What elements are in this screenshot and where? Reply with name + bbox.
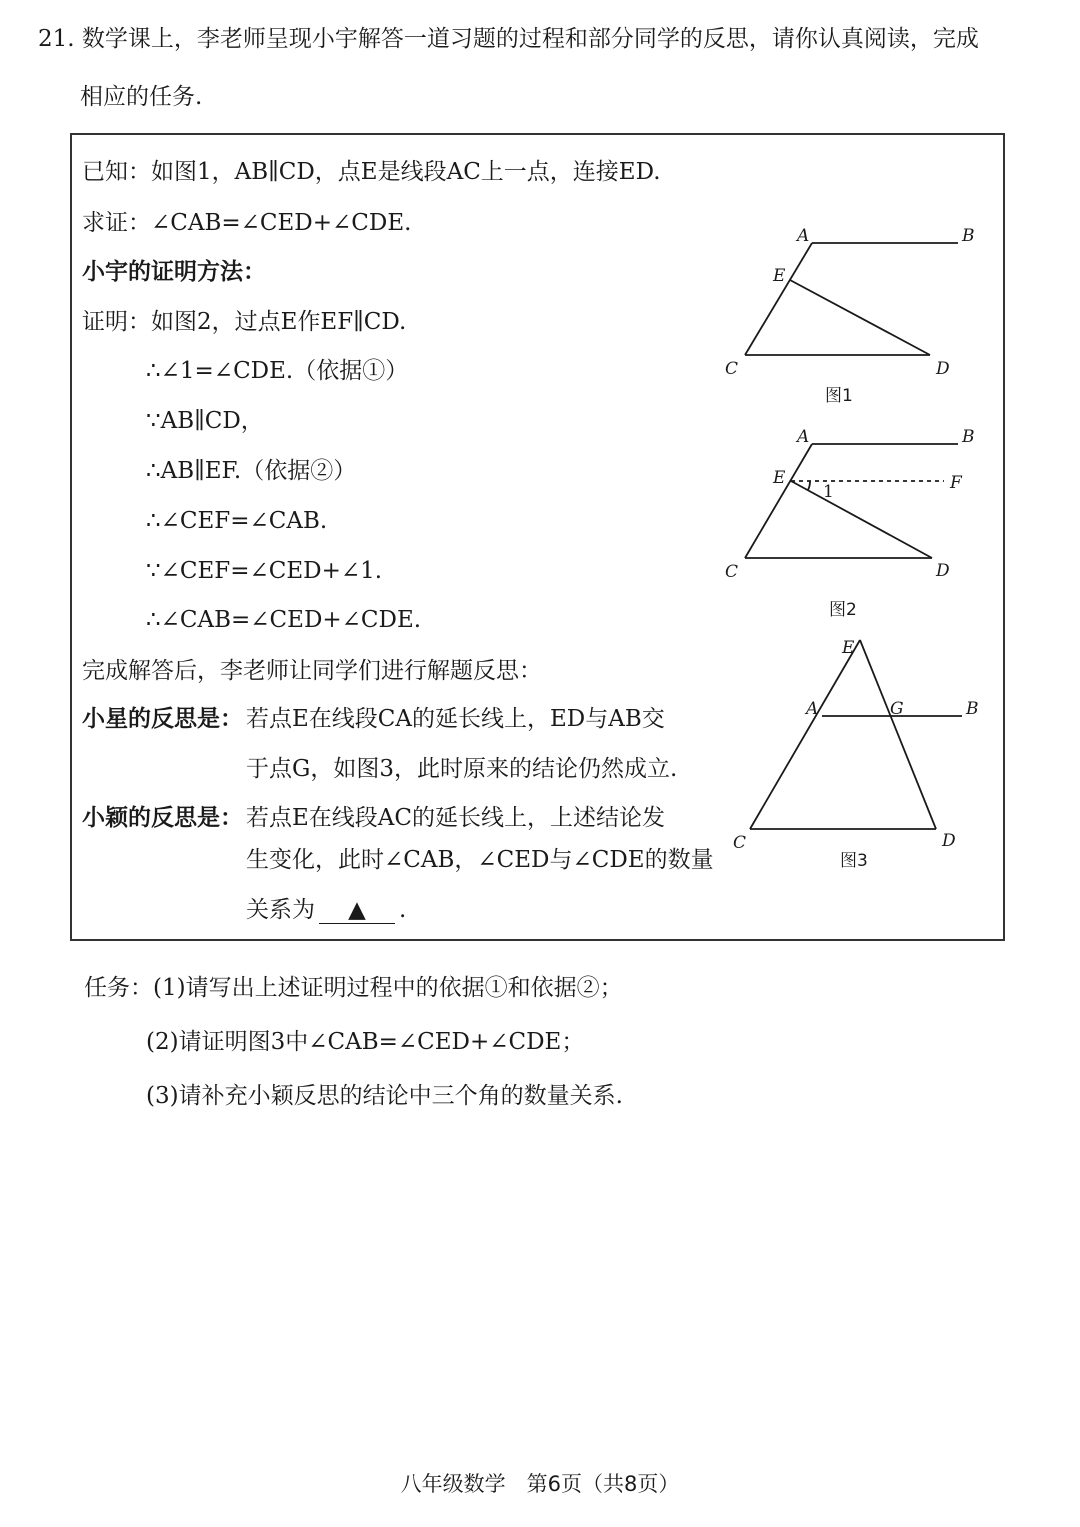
- fig1-label-b: B: [962, 226, 975, 246]
- fig3-segment-ec: [750, 640, 860, 829]
- figure-3: [750, 640, 962, 829]
- fig2-label-a: A: [797, 427, 810, 447]
- fig1-segment-ac: [745, 243, 812, 355]
- fig3-label-c: C: [733, 833, 747, 853]
- fig1-label-a: A: [797, 226, 810, 246]
- question-stem-line2: 相应的任务.: [80, 84, 203, 110]
- xiaoying-text-2: 生变化，此时∠CAB，∠CED与∠CDE的数量: [246, 847, 714, 873]
- fig1-label-d: D: [936, 359, 950, 379]
- xiaoying-text-3-suffix: .: [399, 897, 407, 923]
- xiaoxing-text-1: 若点E在线段CA的延长线上，ED与AB交: [246, 706, 665, 732]
- fig3-caption: 图3: [840, 851, 868, 871]
- fig3-label-e: E: [842, 638, 855, 658]
- proof-line-1: 证明：如图2，过点E作EF∥CD.: [82, 309, 407, 335]
- xiaoying-text-3-prefix: 关系为: [246, 897, 315, 923]
- task-3: (3)请补充小颖反思的结论中三个角的数量关系.: [146, 1083, 623, 1109]
- figure-2: [745, 444, 958, 558]
- fig2-label-c: C: [725, 562, 739, 582]
- fig1-label-e: E: [773, 266, 786, 286]
- known-text: 已知：如图1，AB∥CD，点E是线段AC上一点，连接ED.: [82, 159, 661, 185]
- xiaoying-label: 小颖的反思是：: [82, 804, 243, 831]
- fig2-segment-ac: [745, 444, 812, 558]
- proof-line-7: ∴∠CAB=∠CED+∠CDE.: [146, 607, 422, 633]
- fig3-label-g: G: [890, 699, 904, 719]
- fig2-label-f: F: [950, 473, 962, 493]
- proof-line-4: ∴AB∥EF.（依据②）: [146, 458, 357, 484]
- xiaoying-text-1: 若点E在线段AC的延长线上，上述结论发: [246, 805, 665, 831]
- fig2-label-e: E: [773, 468, 786, 488]
- method-heading: 小宇的证明方法：: [82, 258, 266, 285]
- proof-line-3: ∵AB∥CD，: [146, 408, 264, 434]
- fig1-segment-ed: [790, 280, 930, 355]
- fig2-segment-ed: [791, 481, 932, 558]
- fig2-caption: 图2: [829, 600, 857, 620]
- figure-1: [745, 243, 958, 355]
- answer-blank: ▲: [319, 897, 395, 924]
- fig3-label-a: A: [806, 699, 819, 719]
- proof-line-2: ∴∠1=∠CDE.（依据①）: [146, 358, 409, 384]
- fig2-label-angle-1: 1: [823, 482, 834, 502]
- fig2-label-d: D: [936, 561, 950, 581]
- fig1-caption: 图1: [825, 386, 853, 406]
- xiaoxing-text-2: 于点G，如图3，此时原来的结论仍然成立.: [246, 756, 678, 782]
- page-footer: 八年级数学 第6页（共8页）: [400, 1472, 680, 1496]
- xiaoxing-label: 小星的反思是：: [82, 705, 243, 732]
- fig1-label-c: C: [725, 359, 739, 379]
- proof-line-5: ∴∠CEF=∠CAB.: [146, 508, 328, 534]
- prove-text: 求证：∠CAB=∠CED+∠CDE.: [82, 210, 412, 236]
- task-1: 任务：(1)请写出上述证明过程中的依据①和依据②；: [84, 975, 623, 1001]
- fig3-label-b: B: [966, 699, 979, 719]
- task-2: (2)请证明图3中∠CAB=∠CED+∠CDE；: [146, 1029, 585, 1055]
- proof-line-6: ∵∠CEF=∠CED+∠1.: [146, 558, 383, 584]
- fig3-label-d: D: [942, 831, 956, 851]
- fig3-segment-ed: [860, 640, 936, 829]
- fig2-angle-1-arc: [808, 481, 810, 490]
- reflect-intro: 完成解答后，李老师让同学们进行解题反思：: [82, 658, 542, 684]
- question-stem-line1: 21. 数学课上，李老师呈现小宇解答一道习题的过程和部分同学的反思，请你认真阅读，完成: [38, 26, 979, 52]
- fig2-label-b: B: [962, 427, 975, 447]
